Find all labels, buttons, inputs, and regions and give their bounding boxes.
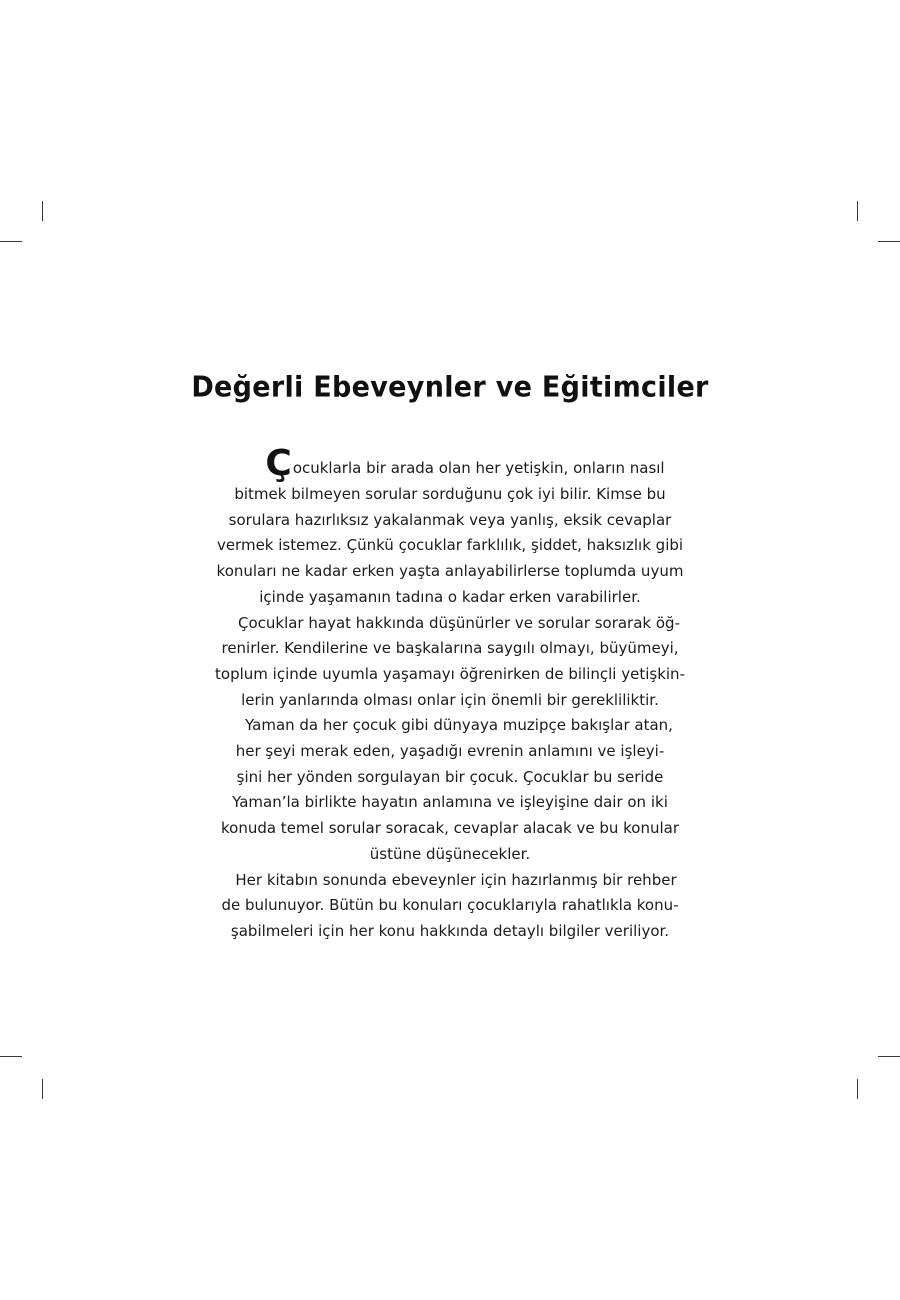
paragraph-line: Çocuklar hayat hakkında düşünürler ve sorular sorarak öğ- <box>237 613 680 632</box>
paragraph-line: konuları ne kadar erken yaşta anlayabilirlerse toplumda uyum <box>216 562 684 581</box>
paragraph-line: lerin yanlarında olması onlar için önemli bir gerekliliktir. <box>241 690 659 709</box>
paragraph-line: bitmek bilmeyen sorular sorduğunu çok iyi bilir. Kimse bu <box>234 485 666 503</box>
paragraph-line: şabilmeleri için her konu hakkında detaylı bilgiler veriliyor. <box>230 921 670 940</box>
paragraph-line: Her kitabın sonunda ebeveynler için hazırlanmış bir rehber <box>235 870 677 889</box>
crop-mark-top-left-vertical <box>42 201 43 221</box>
drop-cap: Ç <box>265 443 292 484</box>
paragraph-line: renirler. Kendilerine ve başkalarına saygılı olmayı, büyümeyi, <box>221 639 679 658</box>
paragraph-line: Yaman’la birlikte hayatın anlamına ve işleyişine dair on iki <box>232 793 668 812</box>
paragraph-line: vermek istemez. Çünkü çocuklar farklılık, şiddet, haksızlık gibi <box>216 536 684 555</box>
crop-mark-top-right-horizontal <box>878 241 900 242</box>
paragraph-line: her şeyi merak eden, yaşadığı evrenin anlamını ve işleyi- <box>235 742 665 761</box>
body-text <box>205 443 695 945</box>
paragraph-line: içinde yaşamanın tadına o kadar erken varabilirler. <box>259 587 641 606</box>
paragraph-line: Yaman da her çocuk gibi dünyaya muzipçe bakışlar atan, <box>245 716 673 735</box>
paragraph-line: toplum içinde uyumla yaşamayı öğrenirken de bilinçli yetişkin- <box>215 664 685 683</box>
crop-mark-top-right-vertical <box>857 201 858 221</box>
paragraph-line: üstüne düşünecekler. <box>369 844 531 863</box>
paragraph-line: Çocuklarla bir arada olan her yetişkin, onların nasıl <box>265 443 665 484</box>
paragraph-line: sorulara hazırlıksız yakalanmak veya yanlış, eksik cevaplar <box>228 510 672 529</box>
paragraph-line: de bulunuyor. Bütün bu konuları çocuklarıyla rahatlıkla konu- <box>221 896 679 915</box>
crop-mark-bottom-right-vertical <box>857 1079 858 1099</box>
paragraph-line: konuda temel sorular soracak, cevaplar alacak ve bu konular <box>220 819 680 838</box>
paragraph-line: şini her yönden sorgulayan bir çocuk. Çocuklar bu seride <box>236 767 664 786</box>
crop-mark-top-left-horizontal <box>0 241 22 242</box>
crop-mark-bottom-left-horizontal <box>0 1056 22 1057</box>
crop-mark-bottom-right-horizontal <box>878 1056 900 1057</box>
page-title: Değerli Ebeveynler ve Eğitimciler <box>191 371 709 404</box>
crop-mark-bottom-left-vertical <box>42 1079 43 1099</box>
